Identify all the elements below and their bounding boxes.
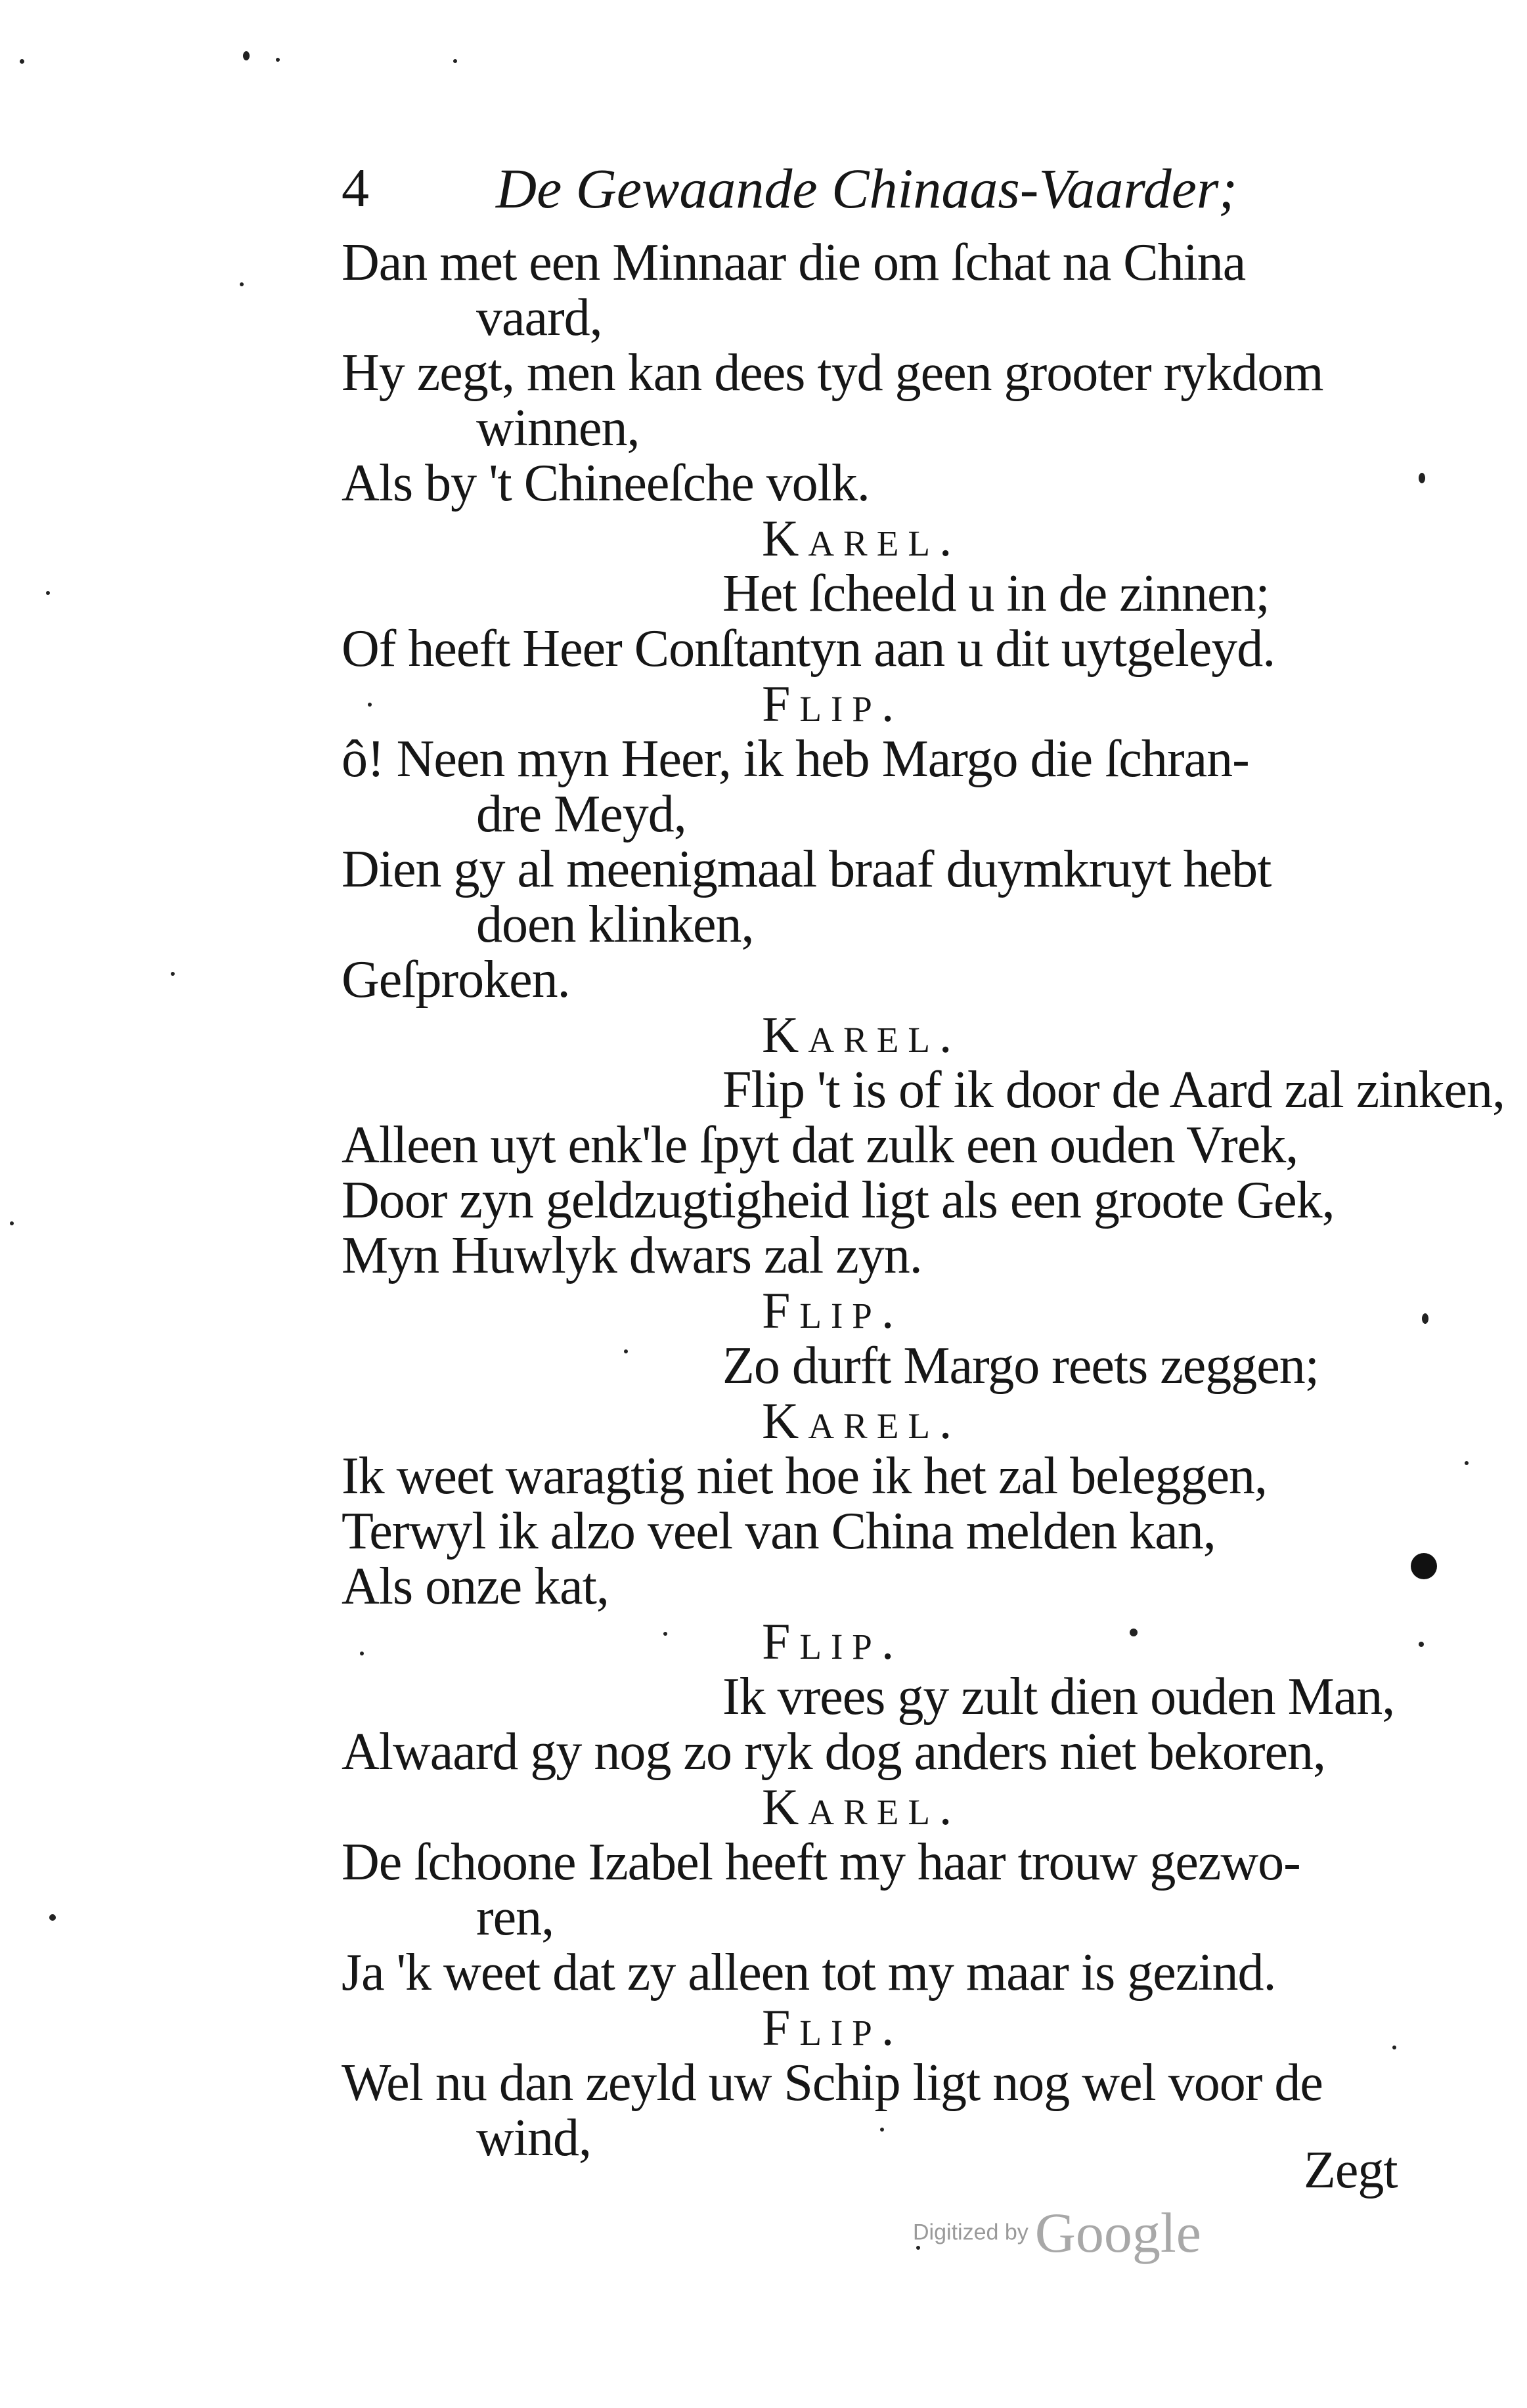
verse-line: Door zyn geldzugtigheid ligt als een groote Gek, <box>342 1171 1335 1229</box>
scan-speck <box>10 1221 14 1225</box>
speaker-name: Karel. <box>762 1392 962 1449</box>
verse-continuation: wind, <box>476 2109 591 2167</box>
verse-line: Ik weet waragtig niet hoe ik het zal beleggen, <box>342 1447 1267 1505</box>
verse-line: Dien gy al meenigmaal braaf duymkruyt hebt <box>342 841 1272 898</box>
speaker-name: Karel. <box>762 510 962 567</box>
scan-speck <box>624 1349 628 1353</box>
scan-speck <box>1465 1461 1469 1465</box>
scan-speck <box>243 51 250 60</box>
page-number: 4 <box>342 158 369 219</box>
verse-line-indented: Zo durft Margo reets zeggen; <box>722 1337 1319 1395</box>
verse-line: Als by 't Chineeſche volk. <box>342 454 870 512</box>
verse-line-indented: Flip 't is of ik door de Aard zal zinken, <box>722 1061 1505 1119</box>
scan-speck <box>880 2128 884 2132</box>
scan-speck <box>20 59 24 64</box>
verse-line: Terwyl ik alzo veel van China melden kan, <box>342 1502 1216 1560</box>
verse-line: Of heeft Heer Conſtantyn aan u dit uytgeleyd. <box>342 620 1275 678</box>
scan-speck <box>360 1652 364 1655</box>
verse-line-indented: Het ſcheeld u in de zinnen; <box>722 565 1270 623</box>
verse-line: Wel nu dan zeyld uw Schip ligt nog wel voor de <box>342 2054 1323 2112</box>
verse-line: Myn Huwlyk dwars zal zyn. <box>342 1227 922 1284</box>
catchword: Zegt <box>1304 2141 1398 2199</box>
speaker-name: Flip. <box>762 1282 904 1339</box>
scan-speck <box>276 58 280 62</box>
scan-speck <box>368 703 372 707</box>
digitized-footer <box>913 2200 1201 2279</box>
speaker-name: Karel. <box>762 1778 962 1835</box>
scan-speck <box>1419 1642 1424 1647</box>
scan-speck <box>1130 1629 1138 1636</box>
scan-speck <box>49 1914 56 1921</box>
ink-blot <box>1411 1553 1437 1579</box>
speaker-name: Karel. <box>762 1006 962 1063</box>
verse-continuation: doen klinken, <box>476 896 754 953</box>
verse-line: Dan met een Minnaar die om ſchat na China <box>342 234 1246 292</box>
verse-line: ô! Neen myn Heer, ik heb Margo die ſchran- <box>342 730 1249 788</box>
digitized-label: Digitized by <box>913 2220 1029 2245</box>
verse-line: Alleen uyt enk'le ſpyt dat zulk een ouden Vrek, <box>342 1116 1298 1174</box>
verse-line: Geſproken. <box>342 951 570 1009</box>
verse-continuation: winnen, <box>476 399 640 457</box>
verse-line: Als onze kat, <box>342 1558 609 1615</box>
speaker-name: Flip. <box>762 1999 904 2056</box>
running-header <box>342 152 1425 225</box>
verse-continuation: ren, <box>476 1889 554 1946</box>
scan-speck <box>1419 473 1425 483</box>
scan-speck <box>1422 1313 1428 1324</box>
scan-speck <box>453 59 457 63</box>
verse-line: Alwaard gy nog zo ryk dog anders niet bekoren, <box>342 1723 1325 1781</box>
google-logo-text: Google <box>1034 2201 1201 2264</box>
verse-continuation: dre Meyd, <box>476 785 686 843</box>
verse-line: De ſchoone Izabel heeft my haar trouw gezwo- <box>342 1833 1300 1891</box>
scan-speck <box>1392 2046 1396 2049</box>
scan-speck <box>240 282 244 286</box>
scan-speck <box>663 1632 667 1636</box>
verse-line-indented: Ik vrees gy zult dien ouden Man, <box>722 1668 1395 1726</box>
verse-line: Ja 'k weet dat zy alleen tot my maar is gezind. <box>342 1944 1276 2002</box>
scan-speck <box>46 591 50 595</box>
scan-speck <box>171 972 175 976</box>
speaker-name: Flip. <box>762 1613 904 1670</box>
running-title: De Gewaande Chinaas-Vaarder; <box>496 157 1238 220</box>
speaker-name: Flip. <box>762 675 904 732</box>
verse-continuation: vaard, <box>476 289 602 347</box>
verse-line: Hy zegt, men kan dees tyd geen grooter rykdom <box>342 344 1323 402</box>
